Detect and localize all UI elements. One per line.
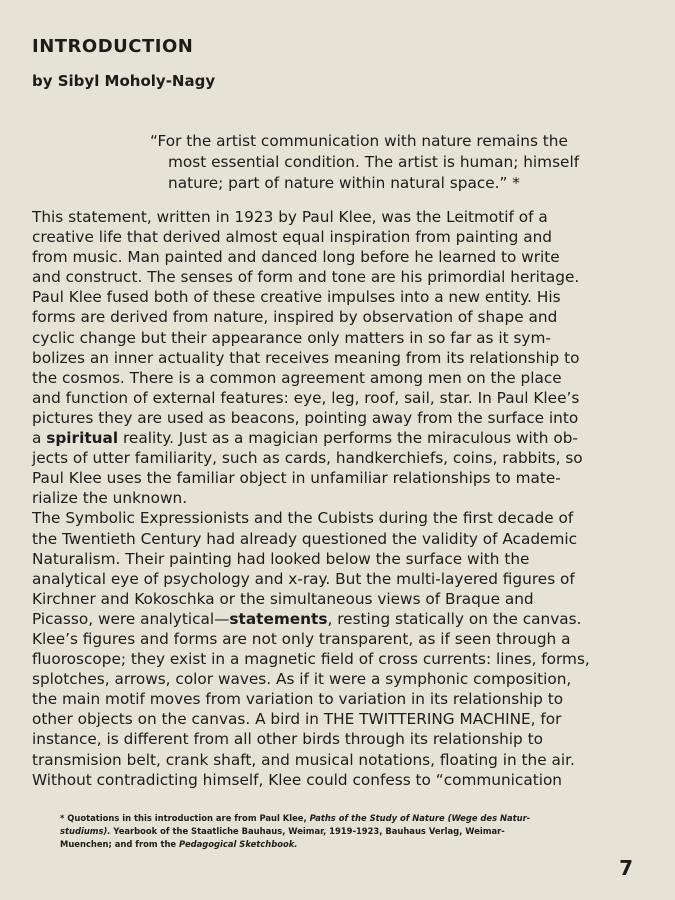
- body-line: Paul Klee fused both of these creative impulses into a new entity. His: [32, 288, 561, 307]
- footnote-text: Yearbook of the Staatliche Bauhaus, Weimar, 1919-1923, Bauhaus Verlag, Weimar-: [110, 826, 505, 836]
- body-line: other objects on the canvas. A bird in THE TWITTERING MACHINE, for: [32, 710, 562, 729]
- author-byline: by Sibyl Moholy-Nagy: [32, 72, 216, 90]
- body-line: [32, 609, 647, 629]
- body-line: rialize the unknown.: [32, 489, 188, 508]
- body-line: creative life that derived almost equal inspiration from painting and: [32, 228, 553, 247]
- body-line: [32, 428, 647, 448]
- body-line: This statement, written in 1923 by Paul Klee, was the Leitmotif of a: [32, 208, 548, 226]
- body-line: cyclic change but their appearance only matters in so far as it sym-: [32, 328, 551, 347]
- body-line: Klee’s figures and forms are not only transparent, as if seen through a: [32, 629, 571, 648]
- body-line: bolizes an inner actuality that receives meaning from its relationship to: [32, 348, 580, 367]
- body-line: analytical eye of psychology and x-ray. But the multi-layered figures of: [32, 569, 575, 588]
- body-text-run: reality. Just as a magician performs the miraculous with ob-: [118, 429, 578, 448]
- body-text-run: , resting statically on the canvas.: [327, 609, 582, 628]
- body-line: transmision belt, crank shaft, and musical notations, floating in the air.: [32, 750, 575, 769]
- body-line: forms are derived from nature, inspired by observation of shape and: [32, 308, 558, 327]
- body-line: the main motif moves from variation to variation in its relationship to: [32, 690, 564, 709]
- body-line: splotches, arrows, color waves. As if it were a symphonic composition,: [32, 670, 572, 689]
- body-text-run: Picasso, were analytical—: [32, 609, 230, 628]
- footnote-title: Pedagogical Sketchbook.: [179, 839, 298, 849]
- body-line: instance, is different from all other birds through its relationship to: [32, 730, 543, 749]
- body-line: Naturalism. Their painting had looked below the surface with the: [32, 549, 530, 568]
- footnote-line: [60, 812, 645, 825]
- body-line: the cosmos. There is a common agreement among men on the place: [32, 368, 562, 387]
- body-line: fluoroscope; they exist in a magnetic field of cross currents: lines, forms,: [32, 650, 590, 669]
- footnote-text: Muenchen; and from the: [60, 839, 180, 849]
- body-line: The Symbolic Expressionists and the Cubists during the first decade of: [32, 509, 574, 528]
- epigraph-quote: [150, 131, 650, 194]
- footnote-line: [60, 825, 645, 838]
- footnote-title: studiums).: [60, 826, 111, 836]
- quote-line: “For the artist communication with nature remains the: [150, 132, 568, 150]
- body-line: from music. Man painted and danced long before he learned to write: [32, 248, 560, 267]
- quote-line: nature; part of nature within natural space.” *: [168, 174, 520, 192]
- footnote-line: [60, 838, 645, 851]
- page-number: 7: [619, 856, 633, 880]
- body-text-run: a: [32, 429, 47, 448]
- footnote: [60, 812, 645, 851]
- body-line: Without contradicting himself, Klee could confess to “communication: [32, 770, 562, 789]
- body-line: pictures they are used as beacons, pointing away from the surface into: [32, 408, 579, 427]
- body-line: jects of utter familiarity, such as cards, handkerchiefs, coins, rabbits, so: [32, 449, 583, 468]
- section-heading: INTRODUCTION: [32, 36, 194, 57]
- bold-emphasis: statements: [229, 609, 328, 628]
- bold-emphasis: spiritual: [46, 429, 119, 448]
- footnote-title: Paths of the Study of Nature (Wege des Natur-: [309, 813, 531, 823]
- body-line: and function of external features: eye, leg, roof, sail, star. In Paul Klee’s: [32, 388, 580, 407]
- body-line: Kirchner and Kokoschka or the simultaneous views of Braque and: [32, 589, 534, 608]
- body-line: and construct. The senses of form and tone are his primordial heritage.: [32, 268, 580, 287]
- body-line: Paul Klee uses the familiar object in unfamiliar relationships to mate-: [32, 469, 561, 488]
- body-line: the Twentieth Century had already questioned the validity of Academic: [32, 529, 578, 548]
- body-text: [32, 207, 647, 790]
- quote-line: most essential condition. The artist is human; himself: [168, 153, 580, 171]
- footnote-text: * Quotations in this introduction are from Paul Klee,: [60, 813, 310, 823]
